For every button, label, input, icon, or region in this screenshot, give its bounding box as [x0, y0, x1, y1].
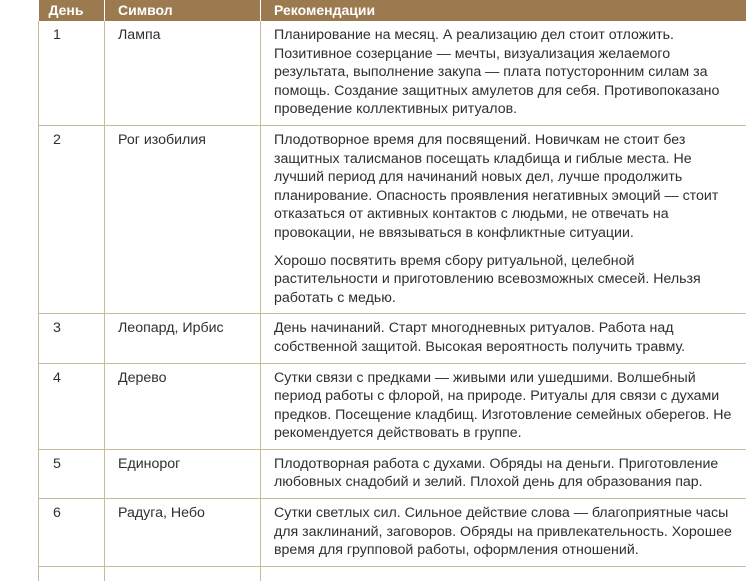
recommendation-paragraph: Плодотворное время для посвящений. Новичкам не стоит без защитных талисманов посещать кладбища и гиблые места. Не лучший период для начинаний новых дел, лучше продолжить планирование. Опасность проявления негативных эмоций — стоит отказаться от активных контактов с людьми, не отвечать на провокации, не ввязываться в конфликтные ситуации.: [274, 131, 736, 243]
cell-day: 6: [39, 499, 105, 567]
table-row: [39, 499, 746, 567]
cell-recommendation: [261, 125, 746, 313]
cell-day: 2: [39, 125, 105, 313]
cell-symbol: Лампа: [105, 21, 261, 125]
lunar-days-table: [38, 0, 746, 581]
cell-recommendation: [261, 314, 746, 363]
cell-day: 4: [39, 363, 105, 449]
header-day: День: [39, 0, 105, 21]
header-symbol: Символ: [105, 0, 261, 21]
cell-recommendation: [261, 449, 746, 498]
cell-symbol: Рог изобилия: [105, 125, 261, 313]
cell-symbol: Леопард, Ирбис: [105, 314, 261, 363]
table-row: [39, 125, 746, 313]
table-header-row: [39, 0, 746, 21]
lunar-days-table-container: [38, 0, 746, 581]
recommendation-paragraph: Сутки связи с предками — живыми или ушедшими. Волшебный период работы с флорой, на природе. Ритуалы для связи с духами предков. Посещение кладбищ. Изготовление семейных оберегов. Не рекомендуется действовать в группе.: [274, 369, 736, 443]
cell-recommendation: [261, 363, 746, 449]
table-row: [39, 314, 746, 363]
table-row: [39, 363, 746, 449]
recommendation-paragraph: Сутки светлых сил. Сильное действие слова — благоприятные часы для заклинаний, заговоров. Обряды на привлекательность. Хорошее время для групповой работы, оформления отношений.: [274, 504, 736, 560]
recommendation-paragraph: Планирование на месяц. А реализацию дел стоит отложить. Позитивное созерцание — мечты, визуализация желаемого результата, выполнение закупа — плата потусторонним силам за помощь. Создание защитных амулетов для себя. Противопоказано проведение коллективных ритуалов.: [274, 26, 736, 119]
cell-recommendation: [261, 21, 746, 125]
cell-symbol: Дерево: [105, 363, 261, 449]
cell-symbol: Единорог: [105, 449, 261, 498]
cell-symbol: Радуга, Небо: [105, 499, 261, 567]
cell-day: 3: [39, 314, 105, 363]
recommendation-paragraph: Плодотворная работа с духами. Обряды на деньги. Приготовление любовных снадобий и зелий. Плохой день для образования пар.: [274, 455, 736, 492]
table-row: [39, 21, 746, 125]
cell-day: 5: [39, 449, 105, 498]
header-recommendations: Рекомендации: [261, 0, 746, 21]
recommendation-paragraph: Хорошо посвятить время сбору ритуальной, целебной растительности и приготовлению всевозможных смесей. Нельзя работать с медью.: [274, 252, 736, 308]
cell-day: 1: [39, 21, 105, 125]
recommendation-paragraph: День начинаний. Старт многодневных ритуалов. Работа над собственной защитой. Высокая вероятность получить травму.: [274, 319, 736, 356]
table-row-continuation: [39, 566, 746, 581]
cell-recommendation: [261, 499, 746, 567]
table-row: [39, 449, 746, 498]
